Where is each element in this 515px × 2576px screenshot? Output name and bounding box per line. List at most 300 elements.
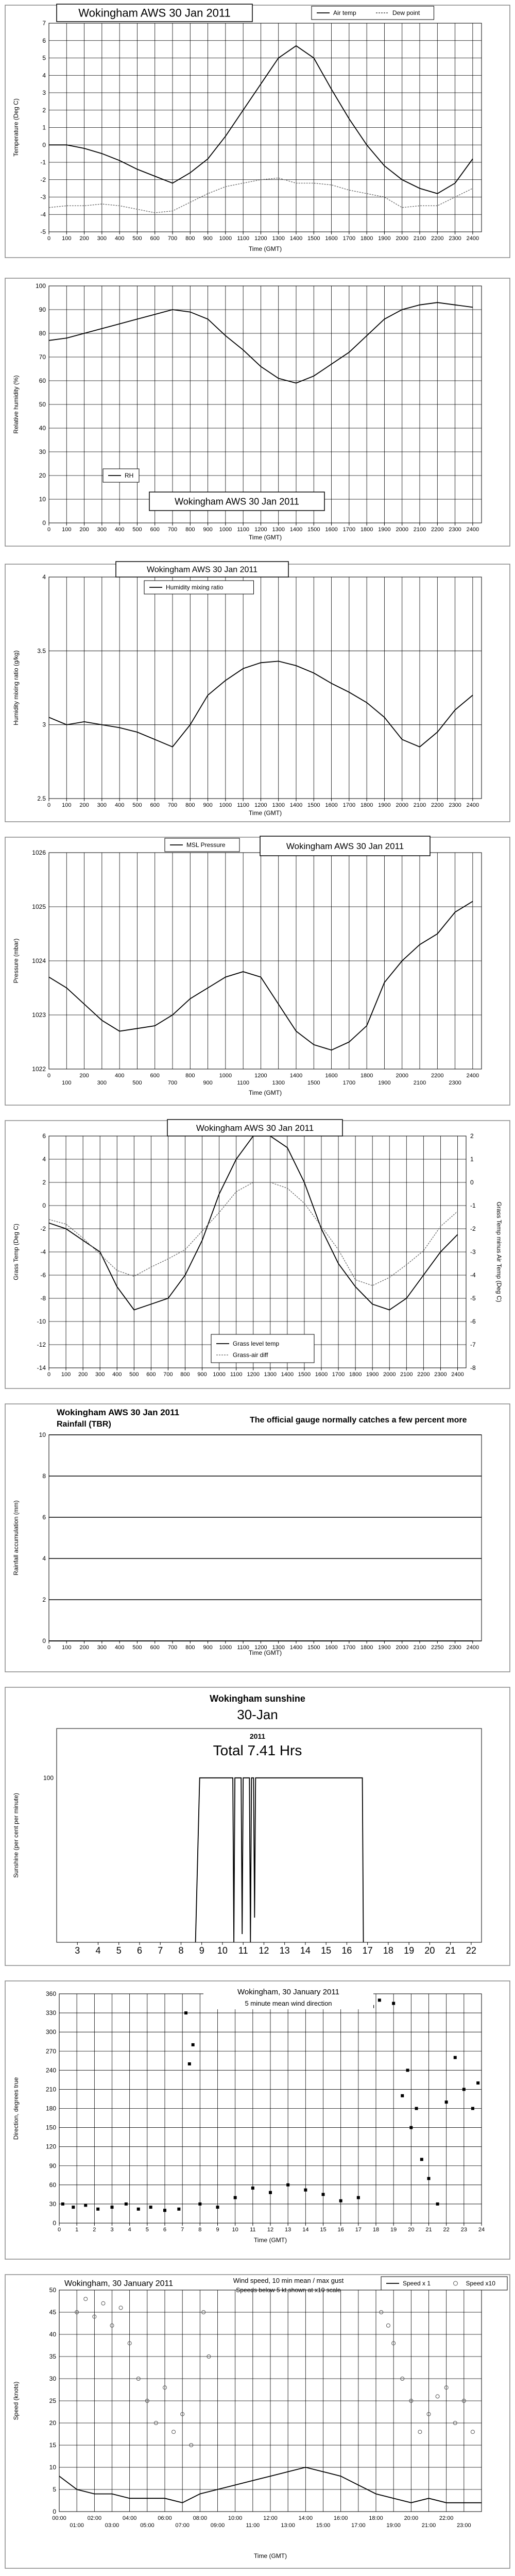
- legend-label: Speed x10: [466, 2280, 495, 2287]
- data-point: [137, 2208, 140, 2211]
- x-tick-label: 18: [372, 2227, 380, 2233]
- x-tick-label: 700: [167, 1645, 178, 1651]
- x-tick-label: 800: [185, 802, 195, 808]
- y-tick-label: 1: [42, 124, 46, 131]
- data-point: [357, 2196, 360, 2199]
- x-tick-label: 1: [75, 2227, 79, 2233]
- x-tick-label: 20:00: [404, 2515, 419, 2521]
- chart-title: Wokingham AWS 30 Jan 2011: [147, 565, 258, 574]
- x-tick-label: 01:00: [70, 2522, 84, 2529]
- x-axis-label: Time (GMT): [253, 2552, 287, 2560]
- data-point: [184, 2011, 187, 2014]
- x-tick-label: 16: [341, 1945, 352, 1956]
- data-point: [471, 2107, 474, 2110]
- y-tick-label: 60: [39, 377, 46, 384]
- y-tick-label: 2: [42, 1179, 46, 1186]
- y2-tick-label: -4: [470, 1272, 476, 1279]
- x-tick-label: 1600: [325, 1645, 338, 1651]
- x-tick-label: 23:00: [457, 2522, 471, 2529]
- x-tick-label: 1200: [254, 235, 267, 242]
- chart-annotation: The official gauge normally catches a few percent more: [250, 1416, 467, 1425]
- y-axis-label: Grass Temp (Deg C): [12, 1224, 20, 1280]
- x-tick-label: 16:00: [333, 2515, 348, 2521]
- humidity-chart-panel: [0, 273, 515, 554]
- mixing-ratio-chart-panel: [0, 559, 515, 827]
- x-tick-label: 1100: [237, 802, 249, 808]
- data-point: [125, 2202, 128, 2206]
- data-point: [84, 2204, 87, 2207]
- y-tick-label: -1: [40, 159, 46, 166]
- y-tick-label: -2: [40, 176, 46, 183]
- y-tick-label: 70: [39, 353, 46, 361]
- y-tick-label: 300: [45, 2028, 56, 2036]
- x-tick-label: 07:00: [175, 2522, 190, 2529]
- x-tick-label: 1300: [272, 235, 285, 242]
- x-tick-label: 800: [180, 1371, 190, 1378]
- y-tick-label: 4: [42, 1156, 46, 1163]
- x-tick-label: 1000: [219, 1645, 232, 1651]
- x-tick-label: 2100: [413, 1080, 426, 1086]
- data-point: [406, 2069, 409, 2072]
- x-tick-label: 300: [97, 527, 107, 533]
- data-point: [476, 2081, 479, 2084]
- x-tick-label: 400: [114, 802, 125, 808]
- x-tick-label: 500: [132, 1645, 142, 1651]
- x-tick-label: 1200: [254, 802, 267, 808]
- y2-tick-label: -7: [470, 1341, 476, 1348]
- x-tick-label: 900: [203, 1080, 213, 1086]
- x-tick-label: 13:00: [281, 2522, 295, 2529]
- x-tick-label: 1500: [307, 527, 320, 533]
- x-tick-label: 19: [404, 1945, 415, 1956]
- x-tick-label: 10: [232, 2227, 238, 2233]
- x-tick-label: 300: [97, 1645, 107, 1651]
- data-point: [72, 2206, 75, 2209]
- x-tick-label: 17:00: [351, 2522, 366, 2529]
- y-tick-label: 10: [49, 2464, 56, 2471]
- x-tick-label: 1400: [289, 527, 303, 533]
- x-tick-label: 2400: [466, 1645, 479, 1651]
- legend-label: Grass-air diff: [233, 1351, 268, 1359]
- x-axis-label: Time (GMT): [248, 1089, 282, 1096]
- y-axis-label: Pressure (mbar): [12, 938, 20, 984]
- y-tick-label: 3: [42, 89, 46, 96]
- legend-label: RH: [125, 472, 134, 479]
- x-tick-label: 19:00: [386, 2522, 401, 2529]
- data-point: [192, 2043, 195, 2046]
- y-tick-label: 30: [49, 2375, 56, 2382]
- x-tick-label: 200: [79, 1073, 89, 1079]
- y2-tick-label: -2: [470, 1225, 476, 1232]
- chart-date: 30-Jan: [237, 1707, 278, 1722]
- x-tick-label: 200: [79, 802, 89, 808]
- x-tick-label: 21: [425, 2227, 432, 2233]
- y-axis-label: Temperature (Deg C): [12, 98, 20, 157]
- x-tick-label: 500: [132, 527, 142, 533]
- x-tick-label: 15:00: [316, 2522, 331, 2529]
- y-tick-label: 10: [39, 496, 46, 503]
- x-tick-label: 700: [167, 1080, 178, 1086]
- x-tick-label: 18: [383, 1945, 393, 1956]
- x-tick-label: 100: [62, 802, 72, 808]
- x-tick-label: 20: [408, 2227, 415, 2233]
- x-tick-label: 2200: [431, 1073, 444, 1079]
- x-tick-label: 900: [203, 802, 213, 808]
- x-tick-label: 1800: [360, 802, 373, 808]
- y-tick-label: 20: [49, 2419, 56, 2427]
- x-tick-label: 700: [167, 235, 178, 242]
- legend-label: Speed x 1: [403, 2280, 431, 2287]
- x-tick-label: 800: [185, 527, 195, 533]
- temperature-chart: [0, 0, 515, 268]
- x-tick-label: 800: [185, 1645, 195, 1651]
- x-tick-label: 2400: [466, 802, 479, 808]
- x-tick-label: 2100: [413, 527, 426, 533]
- x-tick-label: 1200: [247, 1371, 260, 1378]
- y-tick-label: 6: [42, 37, 46, 44]
- data-point: [177, 2208, 180, 2211]
- y-tick-label: 150: [45, 2124, 56, 2131]
- x-tick-label: 1600: [315, 1371, 328, 1378]
- humidity-chart: [0, 273, 515, 554]
- x-tick-label: 21:00: [421, 2522, 436, 2529]
- y-tick-label: -2: [40, 1225, 46, 1232]
- x-tick-label: 1300: [272, 1080, 285, 1086]
- x-tick-label: 0: [47, 1073, 51, 1079]
- x-tick-label: 18:00: [369, 2515, 383, 2521]
- mixing-ratio-chart: [0, 559, 515, 827]
- x-tick-label: 2250: [431, 1645, 444, 1651]
- y2-tick-label: 0: [470, 1179, 474, 1186]
- y-tick-label: 40: [39, 425, 46, 432]
- chart-subtitle: Wind speed, 10 min mean / max gust: [233, 2277, 344, 2284]
- x-tick-label: 12:00: [263, 2515, 278, 2521]
- data-point: [409, 2126, 413, 2129]
- x-tick-label: 1200: [254, 1645, 267, 1651]
- x-tick-label: 1900: [366, 1371, 379, 1378]
- y-tick-label: 60: [49, 2181, 56, 2189]
- x-tick-label: 17: [355, 2227, 362, 2233]
- pressure-chart: [0, 832, 515, 1110]
- y-axis-label: Humidity mixing ratio (g/kg): [12, 650, 20, 725]
- x-tick-label: 2000: [396, 802, 408, 808]
- x-tick-label: 1300: [272, 1645, 285, 1651]
- y-tick-label: 40: [49, 2331, 56, 2338]
- x-tick-label: 1800: [360, 1073, 373, 1079]
- y-tick-label: 0: [53, 2508, 56, 2515]
- x-tick-label: 100: [62, 235, 72, 242]
- y-tick-label: 240: [45, 2066, 56, 2074]
- y-tick-label: 0: [42, 141, 46, 149]
- x-tick-label: 1600: [325, 1073, 338, 1079]
- y-tick-label: 270: [45, 2047, 56, 2055]
- x-tick-label: 1500: [307, 1645, 320, 1651]
- x-tick-label: 1100: [230, 1371, 243, 1378]
- x-tick-label: 09:00: [210, 2522, 225, 2529]
- x-tick-label: 2000: [396, 235, 408, 242]
- y2-tick-label: -6: [470, 1318, 476, 1325]
- data-point: [462, 2088, 466, 2091]
- x-tick-label: 1200: [254, 1073, 267, 1079]
- x-tick-label: 14: [302, 2227, 309, 2233]
- x-tick-label: 2400: [466, 235, 479, 242]
- x-tick-label: 2200: [431, 235, 444, 242]
- x-tick-label: 100: [62, 527, 72, 533]
- x-tick-label: 1400: [289, 235, 303, 242]
- data-point: [216, 2206, 219, 2209]
- x-tick-label: 2400: [466, 1073, 479, 1079]
- x-tick-label: 1400: [289, 1645, 303, 1651]
- y-tick-label: 6: [42, 1514, 46, 1521]
- y-tick-label: 2: [42, 1596, 46, 1603]
- y-tick-label: 4: [42, 72, 46, 79]
- x-tick-label: 05:00: [140, 2522, 154, 2529]
- x-tick-label: 1000: [219, 527, 232, 533]
- x-tick-label: 600: [150, 1073, 160, 1079]
- y-tick-label: -6: [40, 1272, 46, 1279]
- legend-label: Grass level temp: [233, 1340, 280, 1347]
- y-tick-label: 6: [42, 1132, 46, 1140]
- x-axis-label: Time (GMT): [248, 534, 282, 541]
- y-tick-label: 80: [39, 330, 46, 337]
- x-tick-label: 500: [132, 1080, 142, 1086]
- x-tick-label: 1300: [272, 527, 285, 533]
- x-tick-label: 17: [362, 1945, 373, 1956]
- y-tick-label: -4: [40, 211, 46, 218]
- x-tick-label: 200: [78, 1371, 88, 1378]
- x-tick-label: 0: [57, 2227, 61, 2233]
- x-tick-label: 400: [112, 1371, 122, 1378]
- plot-area: [57, 1728, 482, 1942]
- x-tick-label: 9: [199, 1945, 204, 1956]
- x-tick-label: 1200: [254, 527, 267, 533]
- y2-tick-label: -8: [470, 1364, 476, 1371]
- chart-total: Total 7.41 Hrs: [213, 1742, 302, 1758]
- plot-area: [49, 577, 482, 799]
- x-tick-label: 900: [203, 527, 213, 533]
- x-tick-label: 4: [95, 1945, 101, 1956]
- x-tick-label: 23: [460, 2227, 467, 2233]
- x-tick-label: 1300: [272, 802, 285, 808]
- pressure-chart-panel: [0, 832, 515, 1110]
- y-tick-label: 5: [42, 54, 46, 62]
- y-tick-label: 0: [53, 2219, 56, 2227]
- x-tick-label: 8: [198, 2227, 202, 2233]
- chart-note: Speeds below 5 kt shown at x10 scale: [236, 2286, 341, 2294]
- x-tick-label: 1500: [307, 235, 320, 242]
- y-tick-label: -5: [40, 228, 46, 235]
- x-tick-label: 2200: [417, 1371, 430, 1378]
- x-tick-label: 2100: [413, 235, 426, 242]
- x-tick-label: 5: [116, 1945, 122, 1956]
- x-tick-label: 400: [114, 1645, 125, 1651]
- x-tick-label: 2300: [449, 1080, 461, 1086]
- x-tick-label: 1400: [289, 802, 303, 808]
- x-tick-label: 700: [163, 1371, 173, 1378]
- x-tick-label: 2000: [396, 1073, 408, 1079]
- x-tick-label: 200: [79, 235, 89, 242]
- x-tick-label: 0: [47, 802, 51, 808]
- data-point: [401, 2094, 404, 2097]
- y-tick-label: 7: [42, 20, 46, 27]
- x-tick-label: 14:00: [298, 2515, 313, 2521]
- legend-label: MSL Pressure: [186, 841, 226, 849]
- data-point: [445, 2100, 448, 2104]
- wind-direction-chart-panel: [0, 1976, 515, 2264]
- x-tick-label: 15: [321, 1945, 332, 1956]
- chart-title: Wokingham, 30 January 2011: [64, 2279, 174, 2288]
- y-tick-label: 90: [39, 306, 46, 313]
- chart-title: Wokingham AWS 30 Jan 2011: [78, 6, 231, 20]
- y2-tick-label: 2: [470, 1132, 474, 1140]
- y-tick-label: 100: [35, 282, 46, 290]
- y-tick-label: -4: [40, 1248, 46, 1256]
- x-axis-label: Time (GMT): [248, 809, 282, 817]
- x-tick-label: 1500: [307, 1080, 320, 1086]
- x-tick-label: 1000: [219, 235, 232, 242]
- x-tick-label: 100: [62, 1645, 72, 1651]
- y-tick-label: 2.5: [37, 795, 46, 802]
- x-tick-label: 1900: [378, 235, 391, 242]
- x-tick-label: 100: [61, 1371, 71, 1378]
- y-tick-label: -3: [40, 193, 46, 201]
- x-tick-label: 1500: [307, 802, 320, 808]
- data-point: [149, 2206, 152, 2209]
- y-tick-label: -10: [37, 1318, 46, 1325]
- x-tick-label: 600: [150, 1645, 160, 1651]
- sunshine-chart: [0, 1682, 515, 1971]
- x-tick-label: 02:00: [87, 2515, 102, 2521]
- x-tick-label: 15: [320, 2227, 327, 2233]
- x-tick-label: 700: [167, 527, 178, 533]
- x-tick-label: 2100: [413, 802, 426, 808]
- data-point: [436, 2202, 439, 2206]
- y-tick-label: 120: [45, 2143, 56, 2150]
- y-tick-label: 8: [42, 1472, 46, 1480]
- chart-title: Wokingham sunshine: [210, 1693, 305, 1704]
- x-tick-label: 11: [238, 1945, 248, 1956]
- x-tick-label: 0: [47, 235, 51, 242]
- x-tick-label: 2100: [400, 1371, 413, 1378]
- data-point: [163, 2209, 166, 2212]
- chart-title: Wokingham AWS 30 Jan 2011: [175, 496, 299, 507]
- chart-subtitle: Rainfall (TBR): [57, 1420, 111, 1429]
- x-tick-label: 3: [75, 1945, 80, 1956]
- data-point: [427, 2177, 431, 2180]
- x-tick-label: 13: [285, 2227, 291, 2233]
- x-axis-label: Time (GMT): [248, 1649, 282, 1656]
- chart-year: 2011: [249, 1732, 266, 1740]
- x-tick-label: 1700: [342, 1645, 356, 1651]
- x-tick-label: 9: [216, 2227, 219, 2233]
- y-tick-label: 1025: [32, 903, 46, 910]
- x-tick-label: 600: [150, 235, 160, 242]
- data-point: [415, 2107, 418, 2110]
- grass-temp-chart-panel: [0, 1115, 515, 1394]
- y-axis-label: Rainfall accumulation (mm): [12, 1500, 20, 1575]
- x-tick-label: 800: [185, 235, 195, 242]
- y-axis-label: Speed (knots): [12, 2381, 20, 2420]
- wind-speed-chart-panel: [0, 2269, 515, 2573]
- y-tick-label: 5: [53, 2486, 56, 2493]
- x-tick-label: 600: [146, 1371, 156, 1378]
- x-tick-label: 1300: [264, 1371, 277, 1378]
- y-tick-label: 10: [39, 1431, 46, 1438]
- x-tick-label: 2000: [383, 1371, 396, 1378]
- x-tick-label: 6: [136, 1945, 142, 1956]
- x-tick-label: 1500: [298, 1371, 311, 1378]
- y-tick-label: 50: [39, 401, 46, 408]
- x-tick-label: 14: [300, 1945, 311, 1956]
- data-point: [420, 2158, 423, 2161]
- y2-tick-label: -1: [470, 1202, 476, 1209]
- data-point: [188, 2062, 191, 2065]
- y-tick-label: 4: [42, 573, 46, 581]
- y-tick-label: 0: [42, 1202, 46, 1209]
- data-point: [339, 2199, 342, 2202]
- x-tick-label: 00:00: [52, 2515, 66, 2521]
- x-tick-label: 2400: [451, 1371, 464, 1378]
- y-tick-label: -12: [37, 1341, 46, 1348]
- sunshine-chart-panel: [0, 1682, 515, 1971]
- y-tick-label: -14: [37, 1364, 46, 1371]
- x-tick-label: 7: [181, 2227, 184, 2233]
- x-tick-label: 1000: [219, 1073, 232, 1079]
- x-tick-label: 8: [178, 1945, 184, 1956]
- x-tick-label: 500: [129, 1371, 139, 1378]
- x-tick-label: 06:00: [158, 2515, 172, 2521]
- y-tick-label: 0: [42, 519, 46, 527]
- data-point: [251, 2187, 254, 2190]
- x-tick-label: 1400: [289, 1073, 303, 1079]
- x-tick-label: 100: [62, 1080, 72, 1086]
- y-tick-label: 1026: [32, 849, 46, 856]
- x-tick-label: 08:00: [193, 2515, 208, 2521]
- x-tick-label: 1000: [213, 1371, 226, 1378]
- x-tick-label: 300: [97, 1080, 107, 1086]
- x-tick-label: 5: [145, 2227, 149, 2233]
- x-tick-label: 1700: [342, 802, 356, 808]
- y-tick-label: 30: [39, 448, 46, 455]
- x-tick-label: 10:00: [228, 2515, 243, 2521]
- x-tick-label: 1700: [342, 1080, 356, 1086]
- y-tick-label: 30: [49, 2200, 56, 2208]
- x-tick-label: 4: [128, 2227, 131, 2233]
- x-tick-label: 04:00: [122, 2515, 137, 2521]
- x-tick-label: 1900: [378, 1080, 391, 1086]
- x-tick-label: 2000: [396, 527, 408, 533]
- y-tick-label: 330: [45, 2009, 56, 2017]
- x-tick-label: 12: [267, 2227, 274, 2233]
- y-tick-label: 90: [49, 2162, 56, 2170]
- y-tick-label: 1023: [32, 1011, 46, 1019]
- x-tick-label: 800: [185, 1073, 195, 1079]
- x-tick-label: 1800: [360, 1645, 373, 1651]
- y-tick-label: -8: [40, 1295, 46, 1302]
- x-tick-label: 13: [279, 1945, 290, 1956]
- data-point: [111, 2206, 114, 2209]
- x-tick-label: 1900: [378, 527, 391, 533]
- x-tick-label: 300: [97, 802, 107, 808]
- x-tick-label: 1800: [360, 235, 373, 242]
- y-tick-label: 210: [45, 2086, 56, 2093]
- chart-title: Wokingham AWS 30 Jan 2011: [286, 841, 404, 851]
- x-tick-label: 24: [478, 2227, 485, 2233]
- x-tick-label: 1600: [325, 802, 338, 808]
- y-tick-label: 4: [42, 1555, 46, 1562]
- x-tick-label: 500: [132, 802, 142, 808]
- chart-title: Wokingham AWS 30 Jan 2011: [57, 1408, 180, 1417]
